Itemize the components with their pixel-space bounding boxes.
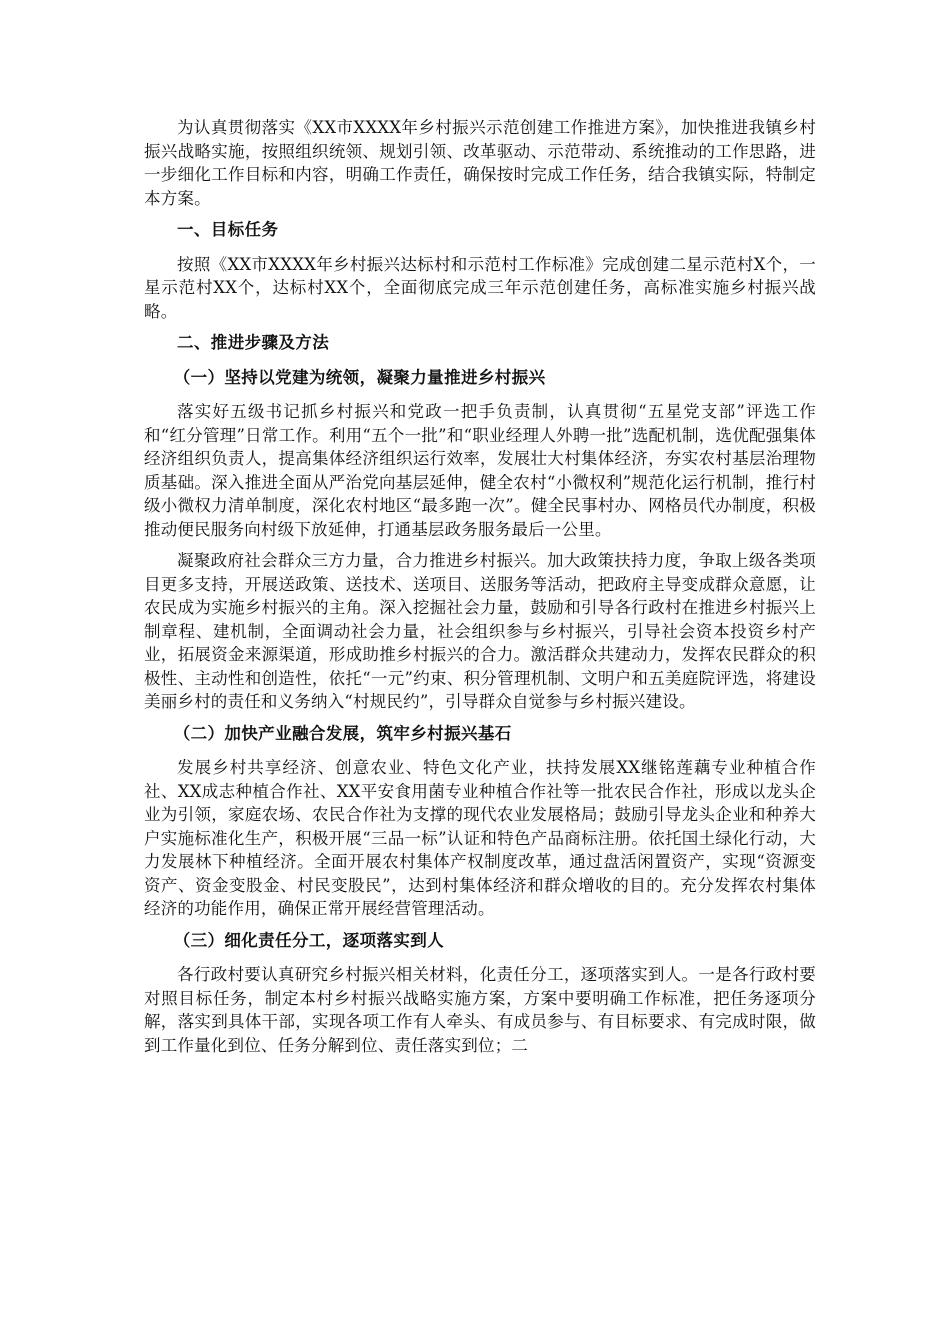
intro-paragraph: 为认真贯彻落实《XX市XXXX年乡村振兴示范创建工作推进方案》，加快推进我镇乡村振兴战略实施，按照组织统领、规划引领、改革驱动、示范带动、系统推动的工作思路，进一步细化工作目标和内容，明确工作责任，确保按时完成工作任务，结合我镇实际，特制定本方案。 [144,118,816,208]
subsection-heading-party-building: （一）坚持以党建为统领，凝聚力量推进乡村振兴 [173,367,546,387]
party-building-paragraph-1: 落实好五级书记抓乡村振兴和党政一把手负责制，认真贯彻“五星党支部”评选工作和“红分管理”日常工作。利用“五个一批”和“职业经理人外聘一批”选配机制，选优配强集体经济组织负责人，提高集体经济组织运行效率，发展壮大村集体经济，夯实农村基层治理物质基础。深入推进全面从严治党向基层延伸，健全农村“小微权利”规范化运行机制，推行村级小微权力清单制度，深化农村地区“最多跑一次”。健全民事村办、网格员代办制度，积极推动便民服务向村级下放延伸，打通基层政务服务最后一公里。 [144,402,816,539]
section-heading-goals: 一、目标任务 [177,220,279,239]
subsection-heading-industry: （二）加快产业融合发展，筑牢乡村振兴基石 [173,723,512,743]
subsection-heading-responsibility: （三）细化责任分工，逐项落实到人 [173,930,445,950]
goals-paragraph: 按照《XX市XXXX年乡村振兴达标村和示范村工作标准》完成创建二星示范村X个，一星示范村XX个，达标村XX个，全面彻底完成三年示范创建任务，高标准实施乡村振兴战略。 [144,254,816,321]
document-body [144,116,816,1065]
party-building-paragraph-2: 凝聚政府社会群众三方力量，合力推进乡村振兴。加大政策扶持力度，争取上级各类项目更多支持，开展送政策、送技术、送项目、送服务等活动，把政府主导变成群众意愿，让农民成为实施乡村振兴的主角。深入挖掘社会力量，鼓励和引导各行政村在推进乡村振兴上制章程、建机制，全面调动社会力量，社会组织参与乡村振兴，引导社会资本投资乡村产业，拓展资金来源渠道，形成助推乡村振兴的合力。激活群众共建动力，发挥农民群众的积极性、主动性和创造性，依托“一元”约束、积分管理机制、文明户和五美庭院评选，将建设美丽乡村的责任和义务纳入“村规民约”，引导群众自觉参与乡村振兴建设。 [144,551,816,711]
industry-paragraph: 发展乡村共享经济、创意农业、特色文化产业，扶持发展XX继铭莲藕专业种植合作社、XX成志种植合作社、XX平安食用菌专业种植合作社等一批农民合作社，形成以龙头企业为引领，家庭农场、农民合作社为支撑的现代农业发展格局；鼓励引导龙头企业和种养大户实施标准化生产，积极开展“三品一标”认证和特色产品商标注册。依托国土绿化行动，大力发展林下种植经济。全面开展农村集体产权制度改革，通过盘活闲置资产，实现“资源变资产、资金变股金、村民变股民”，达到村集体经济和群众增收的目的。充分发挥农村集体经济的功能作用，确保正常开展经营管理活动。 [144,758,816,918]
section-heading-steps: 二、推进步骤及方法 [177,333,330,352]
responsibility-paragraph: 各行政村要认真研究乡村振兴相关材料，化责任分工，逐项落实到人。一是各行政村要对照目标任务，制定本村乡村振兴战略实施方案，方案中要明确工作标准，把任务逐项分解，落实到具体干部，实现各项工作有人牵头、有成员参与、有目标要求、有完成时限，做到工作量化到位、任务分解到位、责任落实到位；二 [144,965,816,1055]
